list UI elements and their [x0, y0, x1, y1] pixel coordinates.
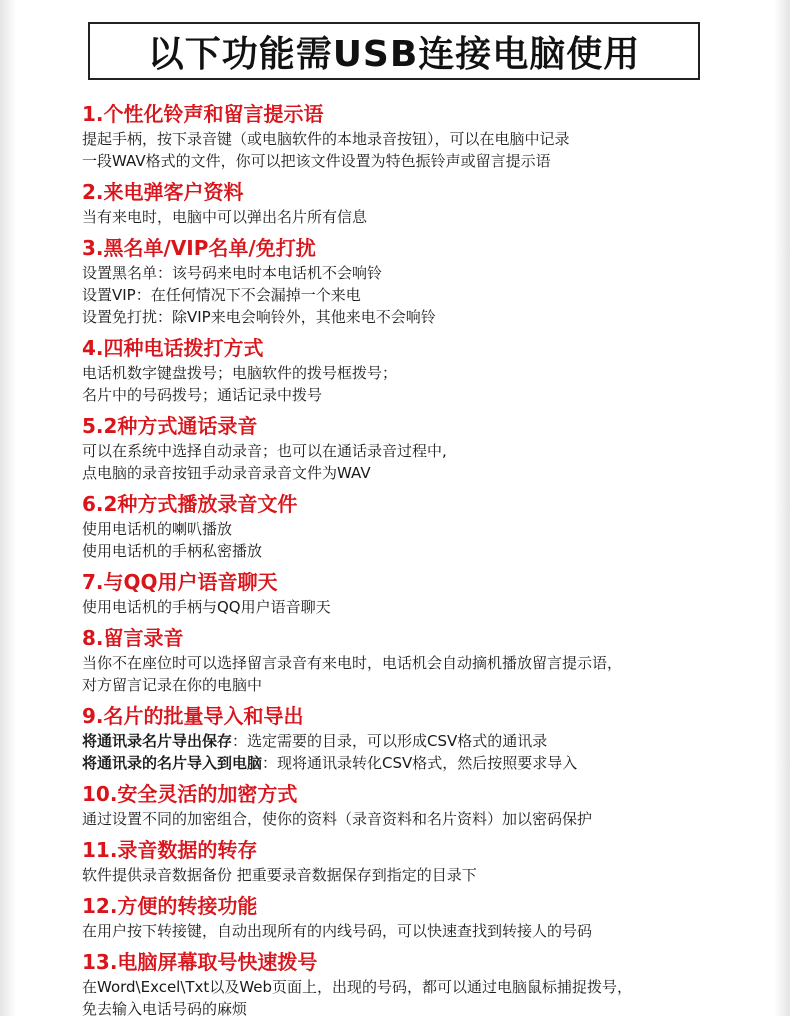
line-rest-text: ：现将通讯录转化CSV格式，然后按照要求导入 — [262, 754, 578, 772]
feature-description-line — [82, 730, 742, 752]
feature-description-line: 名片中的号码拨号；通话记录中拨号 — [82, 386, 323, 404]
feature-section-2 — [82, 178, 742, 228]
feature-section-12 — [82, 892, 742, 942]
feature-heading: 8.留言录音 — [82, 626, 184, 650]
feature-heading: 4.四种电话拨打方式 — [82, 336, 264, 360]
feature-section-4 — [82, 334, 742, 406]
feature-section-11 — [82, 836, 742, 886]
feature-description-line: 设置VIP：在任何情况下不会漏掉一个来电 — [82, 286, 361, 304]
feature-heading: 6.2种方式播放录音文件 — [82, 492, 298, 516]
feature-heading: 3.黑名单/VIP名单/免打扰 — [82, 236, 316, 260]
feature-description-line: 软件提供录音数据备份 把重要录音数据保存到指定的目录下 — [82, 866, 477, 884]
feature-section-3 — [82, 234, 742, 328]
feature-description-line: 使用电话机的喇叭播放 — [82, 520, 233, 538]
feature-heading: 10.安全灵活的加密方式 — [82, 782, 298, 806]
feature-section-6 — [82, 490, 742, 562]
feature-description-line: 在Word\Excel\Txt以及Web页面上，出现的号码，都可以通过电脑鼠标捕捉拨号， — [82, 978, 633, 996]
feature-section-5 — [82, 412, 742, 484]
feature-description-line: 提起手柄，按下录音键（或电脑软件的本地录音按钮），可以在电脑中记录 — [82, 130, 570, 148]
feature-heading: 1.个性化铃声和留言提示语 — [82, 102, 324, 126]
line-rest-text: ：选定需要的目录，可以形成CSV格式的通讯录 — [232, 732, 548, 750]
feature-section-10 — [82, 780, 742, 830]
feature-description-line: 通过设置不同的加密组合，使你的资料（录音资料和名片资料）加以密码保护 — [82, 810, 593, 828]
feature-description-line: 使用电话机的手柄私密播放 — [82, 542, 263, 560]
feature-section-9 — [82, 702, 742, 774]
feature-heading: 11.录音数据的转存 — [82, 838, 258, 862]
feature-description-line: 一段WAV格式的文件，你可以把该文件设置为特色振铃声或留言提示语 — [82, 152, 551, 170]
bold-lead-text: 将通讯录的名片导入到电脑 — [82, 754, 263, 772]
feature-description-line — [82, 752, 742, 774]
title-box — [88, 22, 700, 80]
feature-description-line: 当你不在座位时可以选择留言录音有来电时，电话机会自动摘机播放留言提示语， — [82, 654, 623, 672]
feature-section-8 — [82, 624, 742, 696]
feature-heading: 5.2种方式通话录音 — [82, 414, 258, 438]
feature-list — [82, 100, 742, 1020]
feature-description-line: 电话机数字键盘拨号；电脑软件的拨号框拨号； — [82, 364, 398, 382]
feature-description-line: 设置免打扰：除VIP来电会响铃外，其他来电不会响铃 — [82, 308, 436, 326]
page-title: 以下功能需USB连接电脑使用 — [147, 33, 641, 75]
feature-heading: 7.与QQ用户语音聊天 — [82, 570, 278, 594]
bold-lead-text: 将通讯录名片导出保存 — [82, 732, 233, 750]
feature-description-line: 免去输入电话号码的麻烦 — [82, 1000, 248, 1018]
feature-description-line: 可以在系统中选择自动录音；也可以在通话录音过程中, — [82, 442, 447, 460]
feature-section-1 — [82, 100, 742, 172]
feature-section-7 — [82, 568, 742, 618]
feature-section-13 — [82, 948, 742, 1020]
feature-description-line: 点电脑的录音按钮手动录音录音文件为WAV — [82, 464, 371, 482]
feature-heading: 2.来电弹客户资料 — [82, 180, 244, 204]
feature-description-line: 对方留言记录在你的电脑中 — [82, 676, 263, 694]
left-edge-shade — [0, 0, 16, 1016]
feature-description-line: 在用户按下转接键，自动出现所有的内线号码，可以快速查找到转接人的号码 — [82, 922, 593, 940]
right-edge-shade — [774, 0, 790, 1016]
feature-heading: 9.名片的批量导入和导出 — [82, 704, 304, 728]
feature-description-line: 当有来电时，电脑中可以弹出名片所有信息 — [82, 208, 368, 226]
feature-description-line: 使用电话机的手柄与QQ用户语音聊天 — [82, 598, 331, 616]
feature-heading: 12.方便的转接功能 — [82, 894, 258, 918]
feature-description-line: 设置黑名单：该号码来电时本电话机不会响铃 — [82, 264, 383, 282]
feature-heading: 13.电脑屏幕取号快速拨号 — [82, 950, 318, 974]
